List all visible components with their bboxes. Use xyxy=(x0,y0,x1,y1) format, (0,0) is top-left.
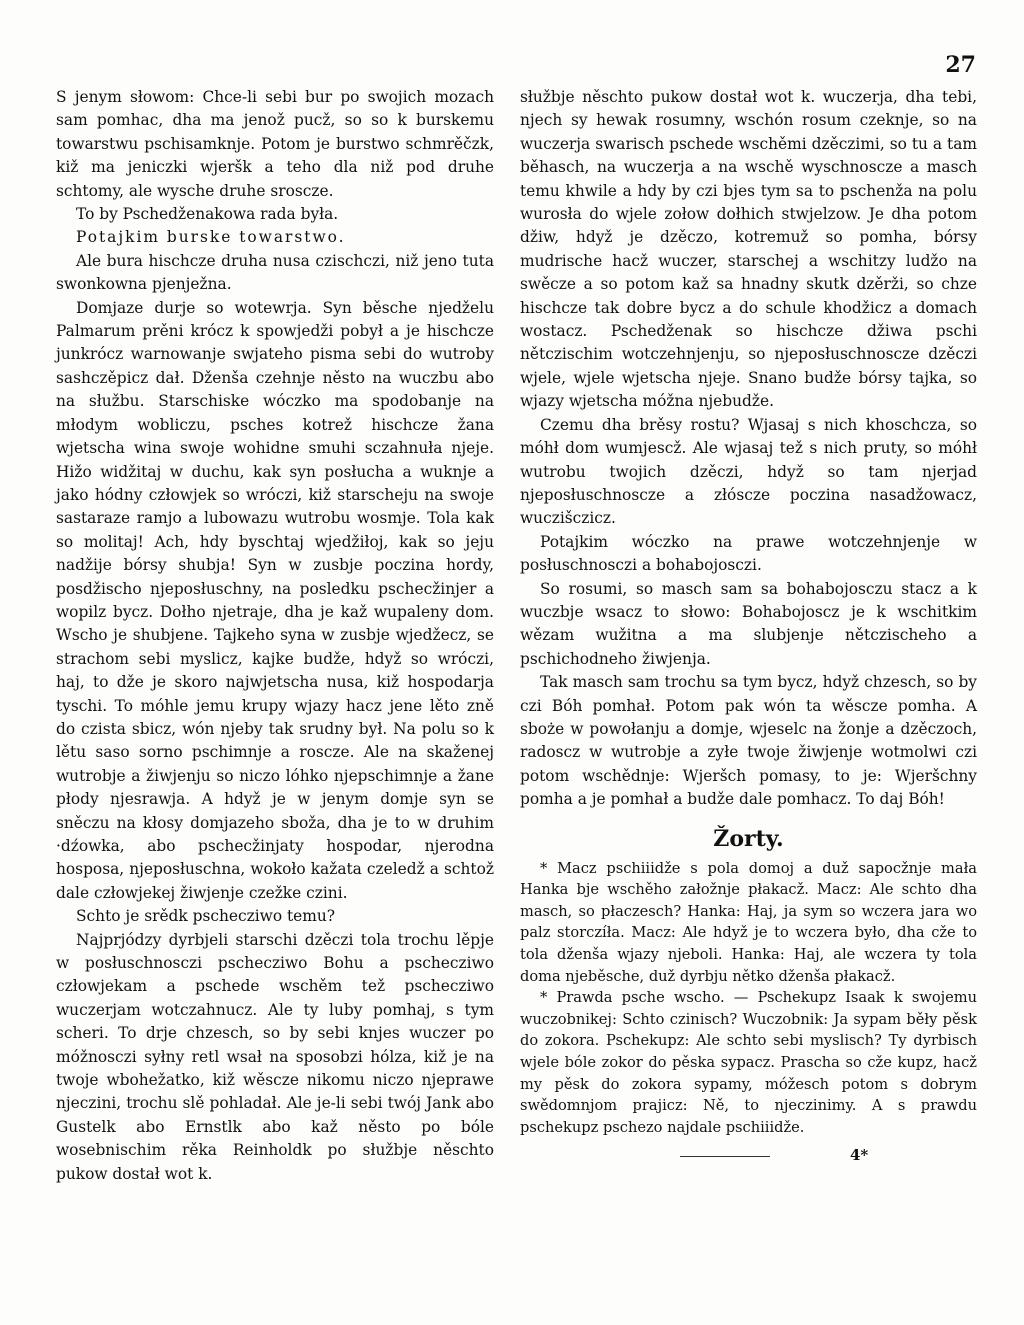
paragraph: Schto je srědk pschecziwo temu? xyxy=(76,907,336,926)
right-column xyxy=(520,86,977,1178)
paragraph: To by Pschedženakowa rada była. xyxy=(76,205,339,224)
signature-mark: 4* xyxy=(850,1146,869,1165)
paragraph: Ale bura hischcze druha nusa czischczi, niž jeno tuta swonkowna pjenježna. xyxy=(56,251,494,294)
paragraph: słužbje něschto pukow dostał wot k. wuczerja, dha tebi, njech sy hewak rosumny, wschón rosum czeknje, so na wuczerja swarisch pschede wschěmi dzěczimi, so tu a tam běhasch, na wuczerja a na wschě wyschnoscze a masch temu khwile a hdy by czi bjes tym sa to pschenža na polu wurosła do wjele zołow dołhich stwjelzow. Je dha potom džiw, hdyž je dzěczo, kotremuž so pomha, bórsy mudrische hacž wuczer, starschej a wschitzy ludžo na swěcze a so potom kaž sa hnadny skutk dzěrži, so chze hischcze tak dobre bycz a do schule khodžicz a domach wostacz. Pschedženak so hischcze džiwa pschi nětczischim wotczehnjenju, so njeposłuschnoscze dzěczi wjele, wjele wjetscha njeje. Snano budže bórsy tajka, so wjazy wjetscha móžna njebudže. xyxy=(520,88,977,411)
paragraph: S jenym słowom: Chce-li sebi bur po swojich mozach sam pomhac, dha ma jenož pucž, so so k burskemu towarstwu pschisamknje. Potom je burstwo schmrěčzk, kiž ma jeniczki wjeršk a teho dla niž pod druhe schtomy, ale wysche druhe sroscze. xyxy=(56,88,494,200)
joke-item: * Macz pschiiidže s pola domoj a duž sapocžnje mała Hanka bje wschěho załožnje płakacž. Macz: Ale schto dha masch, so płaczesch? Hanka: Haj, ja sym so wczera jara wo palz storczíła. Macz: Ale hdyž je to wczera było, dha cže to tola dženša wjazy njeboli. Hanka: Haj, ale wczera ty tola doma njeběsche, duž dyrbju nětko dženša płakacž. xyxy=(520,859,977,985)
left-column xyxy=(56,86,494,1186)
paragraph: Potajkim wóczko na prawe wotczehnjenje w posłuschnosczi a bohabojosczi. xyxy=(520,532,977,575)
jokes-section xyxy=(520,858,977,1139)
paragraph: Tak masch sam trochu sa tym bycz, hdyž chzesch, so by czi Bóh pomhał. Potom pak wón ta wěscze pomha. A sboże w powołanju a domje, wjeselc na žonje a dzěczoch, radoscz w wutrobje a zyłe twoje žiwjenje wotmolwi czi potom wschědnje: Wjeršch pomasy, to je: Wjeršchny pomha a je pomhał a budže dale pomhacz. To daj Bóh! xyxy=(520,673,977,809)
paragraph: Najprjódzy dyrbjeli starschi dzěczi tola trochu lěpje w posłuschnosczi pschecziwo Bohu a pschecziwo człowjekam a pschede wschěm tež pschecziwo wuczerjam wotczahnucz. Ale ty luby pomhaj, s tym scheri. To drje chzesch, so by sebi knjes wuczer po móžnosczi syłny retl wsał na sposobzi hólza, kiž je na twoje wbohežatko, kiž wěscze nikomu niczo njeprawe njeczini, trochu slě pohladał. Ale je-li sebi twój Jank abo Gustelk abo Ernstlk abo kaž něsto po bóle wosebnischim rěka Reinholdk po słužbje něschto pukow dostał wot k. xyxy=(56,930,494,1183)
paragraph: Czemu dha brěsy rostu? Wjasaj s nich khoschcza, so móhł dom wumjescž. Ale wjasaj tež s nich pruty, so móhł wutrobu twojich dzěczi, hdyž so tam njerjad njeposłuschnoscze a złóscze poczina nasadžowacz, wuczišczicz. xyxy=(520,415,977,528)
section-subheading: Potajkim burske towarstwo. xyxy=(76,228,346,247)
divider-rule xyxy=(680,1156,770,1157)
paragraph: Domjaze durje so wotewrja. Syn běsche njedželu Palmarum prěni krócz k spowjedži pobył a je hischcze junkrócz warnowanje swjateho pisma sebi do wutroby sashczěpicz dał. Dženša czehnje něsto na wuczbu abo na słužbu. Starschiske wóczko ma spodobanje na młodym wobliczu, psches kotrež hischcze žana wjetscha wina swoje wohidne smuhi sczahnuła njeje. Hižo widžitaj w duchu, kak syn posłucha a wuknje a jako hódny człowjek so wróczi, kiž starscheju na swoje sastaraze ramjo a lubowazu wutrobu wosmje. Tola kak so molitaj! Ach, hdy byschtaj wjedžiłoj, kak so jeju nadžije bórsy shubja! Syn w zusbje poczina hordy, posdžischo njeposłuschny, na posledku pschecžinjer a wopilz bycz. Dołho njetraje, dha je kaž wupaleny dom. Wscho je shubjene. Tajkeho syna w zusbje wjedžecz, se strachom sebi myslicz, kajke budže, hdyž so wróczi, haj, to dže je skoro najwjetscha nusa, kiž hospodarja tyschi. To móhle jemu krupy wjazy hacz jene lěto zně do czista sbicz, wón njeby tak srudny był. Na polu so k lětu saso sorno pschimnje a roscze. Ale na skaženej wutrobje a žiwjenju so niczo lóhko njepschimnje a žane płody njesrawja. A hdyž je w jenym domje syn se sněczu na kłosy domjazeho sboža, dha je to w druhim ·dźowka, abo pschecžinjaty hospodar, njerodna hosposa, njeposłuschna, wokoło kažata czeledž a schtož dale człowjekej žiwjenje czežke czini. xyxy=(56,298,494,902)
joke-item: * Prawda psche wscho. — Pschekupz Isaak k swojemu wuczobnikej: Schto czinisch? Wuczobnik: Ja sypam běły pěsk do zokora. Pschekupz: Ale schto sebi myslisch? Ty dyrbisch wjele bóle zokor do pěska sypacz. Prascha so cže kupz, hacž my pěsk do zokora sypamy, móžesch potom s dobrym swědomnjom prajicz: Ně, to njeczinimy. A s prawdu pschekupz pschezo najdale pschiiidže. xyxy=(520,989,977,1136)
footer-row xyxy=(520,1144,977,1178)
page-number: 27 xyxy=(945,52,976,78)
jokes-heading: Žorty. xyxy=(713,825,784,852)
paragraph: So rosumi, so masch sam sa bohabojosczu stacz a k wuczbje wsacz to słowo: Bohabojoscz je k wschitkim wězam wužitna a ma slubjenje nětczischeho a pschichodneho žiwjenja. xyxy=(520,579,977,668)
